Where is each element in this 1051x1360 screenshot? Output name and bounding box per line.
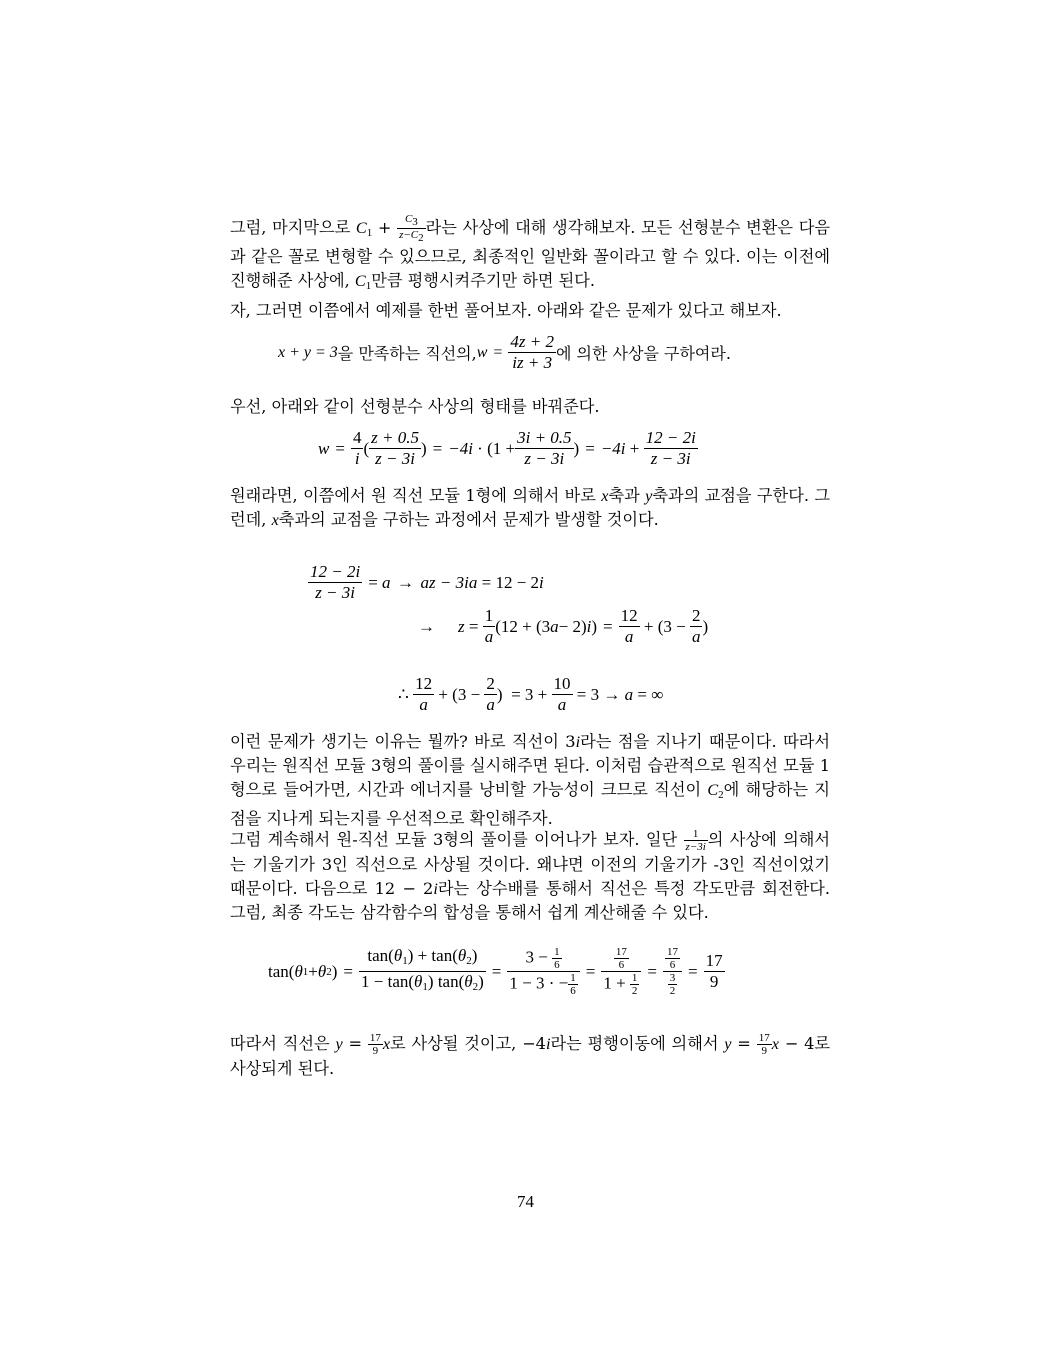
- fraction-one-over-z-3i: $\frac{1}{z-3i}$: [685, 828, 706, 853]
- fraction-c3-over-z-c2: $\frac{C3}{z-C2}$: [399, 213, 424, 244]
- equation-w-decomposition: w = $\frac{4}{i}$ ( $\frac{z + 0.5}{z - 3i}$ ) = −4i · (1 + $\frac{3i + 0.5}{z - 3i}$ ) = −4i + $\frac{12 - 2i}{z - 3i}$: [318, 428, 696, 468]
- paragraph-3: 우선, 아래와 같이 선형분수 사상의 형태를 바꿔준다.: [230, 397, 600, 416]
- paragraph-1: 그럼, 마지막으로 $C_1$ + $\frac{C3}{z-C2}$ 라는 사상에 대해 생각해보자. 모든 선형분수 변환은 다음과 같은 꼴로 변형할 수 있으므로, 최종적인 일반화 꼴이라고 할 수 있다. 이는 이전에 진행해준 사상에, $C_1$만큼 평행시켜주기만 하면 된다.: [230, 213, 830, 292]
- equation-derivation-3: ∴ $\frac{12}{a}$ + (3 − $\frac{2}{a}$ ) = 3 + $\frac{10}{a}$ = 3 → a = ∞: [398, 674, 664, 714]
- paragraph-6: 그럼 계속해서 원-직선 모듈 3형의 풀이를 이어나가 보자. 일단 $\frac{1}{z-3i}$ 의 사상에 의해서는 기울기가 3인 직선으로 사상될 것이다. 왜냐면 이전의 기울기가 -3인 직선이었기 때문이다. 다음으로 12 − 2i라는 상수배를 통해서 직선은 특정 각도만큼 회전한다. 그럼, 최종 각도는 삼각함수의 합성을 통해서 쉽게 계산해줄 수 있다.: [230, 828, 830, 922]
- equation-derivation-1: $\frac{12 - 2i}{z - 3i}$ = a → az − 3ia = 12 − 2 i: [310, 562, 544, 602]
- math-C1: $C_1$: [355, 219, 373, 239]
- equation-derivation-2: → z = $\frac{1}{a}$ (12 + (3 a − 2) i ) = $\frac{12}{a}$ + (3 − $\frac{2}{a}$ ): [418, 606, 709, 646]
- paragraph-2: 자, 그러면 이쯤에서 예제를 한번 풀어보자. 아래와 같은 문제가 있다고 해보자.: [230, 301, 782, 320]
- problem-statement: x + y = 3 을 만족하는 직선의, w = $\frac{4z + 2}{iz + 3}$ 에 의한 사상을 구하여라.: [278, 332, 731, 372]
- paragraph-7: 따라서 직선은 y = $\frac{17}{9}$ x로 사상될 것이고, −4i라는 평행이동에 의해서 y = $\frac{17}{9}$ x − 4로 사상되게 된다.: [230, 1032, 831, 1078]
- paragraph-5: 이런 문제가 생기는 이유는 뭘까? 바로 직선이 3i라는 점을 지나기 때문이다. 따라서 우리는 원직선 모듈 3형의 풀이를 실시해주면 된다. 이처럼 습관적으로 원직선 모듈 1형으로 들어가면, 시간과 에너지를 낭비할 가능성이 크므로 직선이 $C_2$에 해당하는 지점을 지나게 되는지를 우선적으로 확인해주자.: [230, 732, 830, 828]
- page-number: 74: [517, 1192, 534, 1211]
- equation-tan-sum: tan( θ 1 + θ 2 ) = $\frac{\tan(\theta_1) + \tan(\theta_2)}{1 - \tan(\theta_1) \tan(\theta_2)}$ = 3 − $\frac{1}{6}$ 1 − 3 · − $\frac{1}{6}$ = $\frac{17}{6}$ 1 + $\frac{1}{2}$ = $\frac{\frac{17}{6}}{\frac{3}{2}}$ = $\frac{17}{9}$: [268, 946, 723, 997]
- paragraph-4: 원래라면, 이쯤에서 원 직선 모듈 1형에 의해서 바로 x축과 y축과의 교점을 구한다. 그런데, x축과의 교점을 구하는 과정에서 문제가 발생할 것이다.: [230, 486, 831, 529]
